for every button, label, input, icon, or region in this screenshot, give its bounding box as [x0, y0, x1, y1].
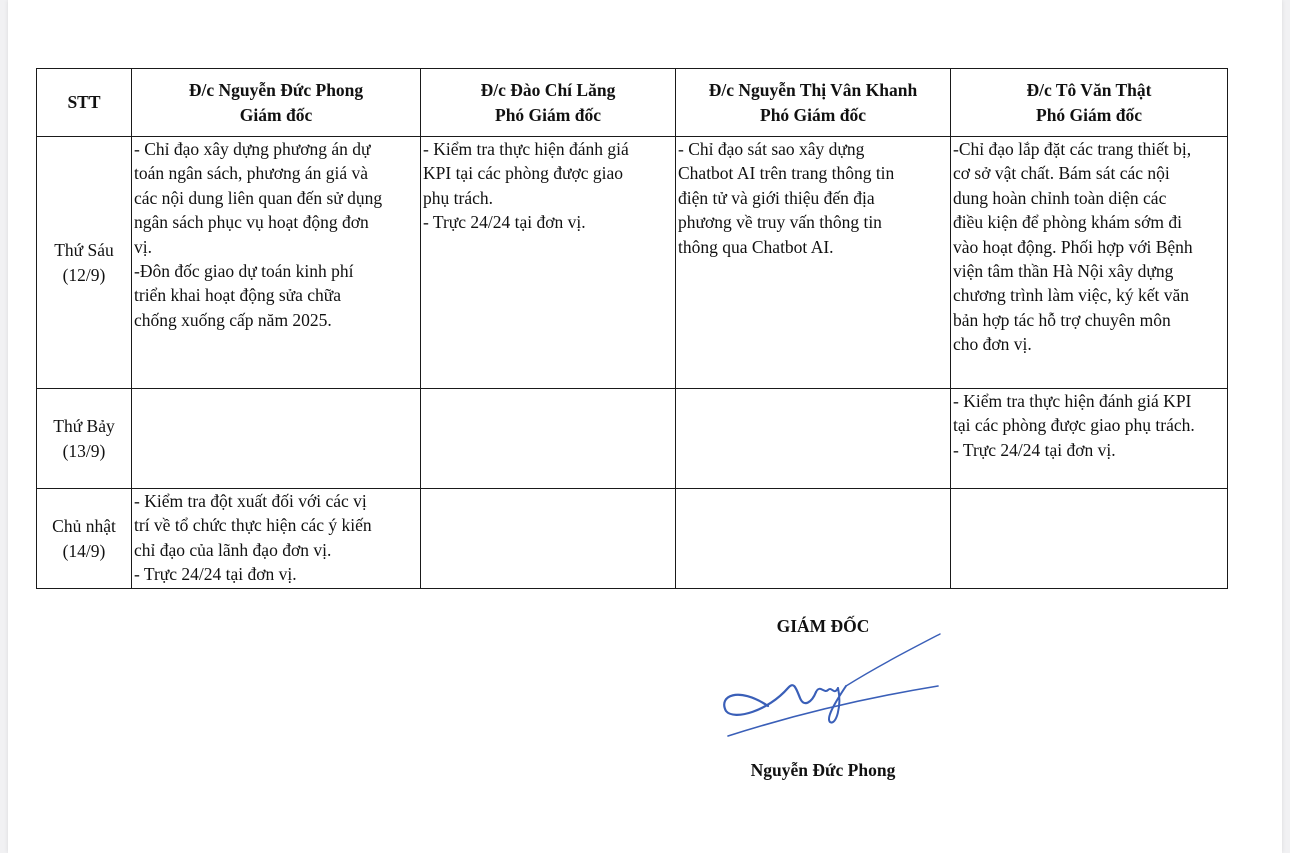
cell-line: - Trực 24/24 tại đơn vị.: [134, 564, 297, 585]
work-schedule-table: [36, 68, 1228, 589]
cell-line: các nội dung liên quan đến sử dụng: [134, 187, 383, 208]
header-line2: Phó Giám đốc: [1036, 104, 1142, 125]
cell-line: cơ sở vật chất. Bám sát các nội: [953, 163, 1170, 184]
table-row: [37, 489, 1228, 589]
header-director: [132, 69, 421, 137]
signer-name: Nguyễn Đức Phong: [750, 760, 896, 780]
cell-line: - Kiểm tra thực hiện đánh giá KPI: [953, 391, 1192, 411]
cell-line: điều kiện để phòng khám sớm đi: [953, 212, 1182, 233]
header-line1: Đ/c Nguyễn Thị Vân Khanh: [708, 80, 918, 101]
schedule-cell: [676, 137, 951, 389]
date-label: (14/9): [62, 540, 106, 561]
header-deputy-3: [951, 69, 1228, 137]
schedule-cell: [676, 489, 951, 589]
table-header-row: [37, 69, 1228, 137]
cell-line: KPI tại các phòng được giao: [423, 163, 624, 184]
cell-line: cho đơn vị.: [953, 334, 1032, 355]
cell-line: thông qua Chatbot AI.: [678, 236, 834, 257]
signature-title: GIÁM ĐỐC: [776, 616, 870, 636]
cell-line: -Chỉ đạo lắp đặt các trang thiết bị,: [953, 139, 1192, 159]
cell-line: vị.: [134, 236, 152, 257]
cell-line: - Chỉ đạo xây dựng phương án dự: [134, 139, 371, 159]
table-row: [37, 137, 1228, 389]
day-label: Thứ Sáu: [54, 240, 114, 261]
schedule-cell: [676, 389, 951, 489]
cell-line: bản hợp tác hỗ trợ chuyên môn: [953, 309, 1171, 330]
schedule-cell: [951, 489, 1228, 589]
day-cell: [37, 137, 132, 389]
cell-line: Chatbot AI trên trang thông tin: [678, 163, 895, 184]
header-stt: [37, 69, 132, 137]
cell-line: tại các phòng được giao phụ trách.: [953, 415, 1195, 436]
day-label: Chủ nhật: [52, 516, 116, 537]
schedule-cell: [421, 489, 676, 589]
schedule-cell: [421, 389, 676, 489]
cell-line: -Đôn đốc giao dự toán kinh phí: [134, 261, 354, 282]
signature-scribble: [708, 626, 948, 746]
cell-line: điện tử và giới thiệu đến địa: [678, 187, 875, 208]
cell-line: - Kiểm tra thực hiện đánh giá: [423, 139, 629, 159]
header-deputy-2: [676, 69, 951, 137]
cell-line: chương trình làm việc, ký kết văn: [953, 285, 1189, 306]
table-row: [37, 389, 1228, 489]
day-cell: [37, 389, 132, 489]
cell-line: chỉ đạo của lãnh đạo đơn vị.: [134, 539, 332, 560]
cell-line: - Trực 24/24 tại đơn vị.: [423, 212, 586, 233]
date-label: (12/9): [62, 264, 106, 285]
cell-line: - Trực 24/24 tại đơn vị.: [953, 439, 1116, 460]
cell-line: triển khai hoạt động sửa chữa: [134, 285, 342, 306]
header-line2: Phó Giám đốc: [495, 104, 601, 125]
cell-line: - Kiểm tra đột xuất đối với các vị: [134, 491, 367, 511]
date-label: (13/9): [62, 440, 106, 461]
cell-line: viện tâm thần Hà Nội xây dựng: [953, 261, 1174, 282]
cell-line: toán ngân sách, phương án giá và: [134, 163, 369, 184]
schedule-cell: [132, 389, 421, 489]
cell-line: phương về truy vấn thông tin: [678, 212, 882, 233]
cell-line: dung hoàn chỉnh toàn diện các: [953, 187, 1167, 208]
cell-line: ngân sách phục vụ hoạt động đơn: [134, 212, 369, 233]
header-line1: Đ/c Tô Văn Thật: [1026, 80, 1152, 101]
header-line1: Đ/c Nguyễn Đức Phong: [188, 80, 364, 101]
cell-line: trí về tổ chức thực hiện các ý kiến: [134, 515, 372, 536]
schedule-cell: [132, 489, 421, 589]
header-line1: Đ/c Đào Chí Lăng: [480, 80, 616, 101]
schedule-cell: [421, 137, 676, 389]
schedule-cell: [951, 137, 1228, 389]
document-page: [8, 0, 1282, 853]
day-cell: [37, 489, 132, 589]
cell-line: phụ trách.: [423, 187, 493, 208]
header-deputy-1: [421, 69, 676, 137]
schedule-cell: [132, 137, 421, 389]
header-line2: Giám đốc: [239, 104, 313, 125]
cell-line: vào hoạt động. Phối hợp với Bệnh: [953, 236, 1193, 257]
cell-line: chống xuống cấp năm 2025.: [134, 309, 332, 330]
cell-line: - Chỉ đạo sát sao xây dựng: [678, 139, 865, 159]
day-label: Thứ Bảy: [53, 416, 115, 437]
schedule-cell: [951, 389, 1228, 489]
header-line2: Phó Giám đốc: [760, 104, 866, 125]
header-line1: STT: [67, 92, 101, 113]
